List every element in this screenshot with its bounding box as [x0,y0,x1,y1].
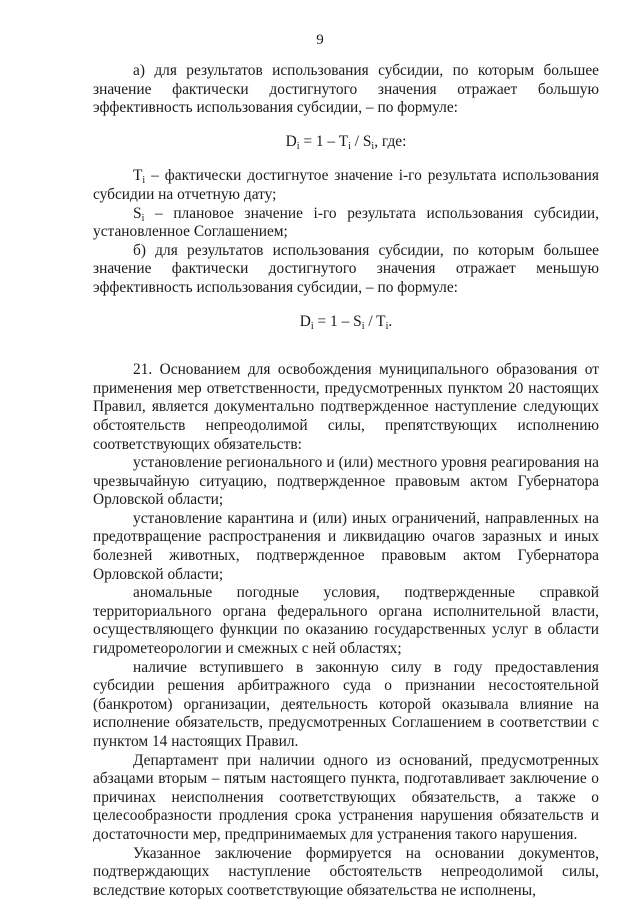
list-item-2: установление карантина и (или) иных ограничений, направленных на предотвращение распространения и ликвидацию очагов заразных и иных болезней животных, подтвержденное правовым актом Губернатора Орловской области; [93,509,599,583]
paragraph-a: а) для результатов использования субсидии, по которым большее значение фактически достигнутого значения отражает большую эффективность использования субсидии, – по формуле: [93,62,599,117]
list-item-3: аномальные погодные условия, подтвержденные справкой территориального органа федерального органа исполнительной власти, осуществляющего функции по оказанию государственных услуг в области гидрометеорологии и смежных с ней областях; [93,584,599,658]
paragraph-department: Департамент при наличии одного из оснований, предусмотренных абзацами вторым – пятым настоящего пункта, подготавливает заключение о причинах неисполнения соответствующих обязательств, а также о целесообразности продления срока устранения нарушения обязательств и достаточности мер, предпринимаемых для устранения такого нарушения. [93,751,599,843]
document-body [93,62,599,900]
list-item-4: наличие вступившего в законную силу в году предоставления субсидии решения арбитражного суда о признании несостоятельной (банкротом) организации, деятельность которой оказывала влияние на исполнение обязательств, предусмотренных Соглашением в соответствии с пунктом 14 настоящих Правил. [93,658,599,750]
list-item-1: установление регионального и (или) местного уровня реагирования на чрезвычайную ситуацию, подтвержденное правовым актом Губернатора Орловской области; [93,454,599,509]
definition-t: $T_i$ – фактически достигнутое значение i-го результата использования субсидии на отчетную дату; [93,167,599,203]
definition-s: $S_i$ – плановое значение i-го результата использования субсидии, установленное Соглашением; [93,204,599,241]
paragraph-21: 21. Основанием для освобождения муниципального образования от применения мер ответственности, предусмотренных пунктом 20 настоящих Правил, является документально подтвержденное наступление следующих обстоятельств непреодолимой силы, препятствующих исполнению соответствующих обязательств: [93,361,599,453]
formula-2: $D_i = 1 - S_i / T_i$. [299,312,393,332]
spacer [93,347,599,361]
page-number: 9 [316,32,324,48]
formula-1: $D_i = 1 - T_i / S_i$, где: [285,132,407,152]
paragraph-b: б) для результатов использования субсидии, по которым большее значение фактически достигнутого значения отражает меньшую эффективность использования субсидии, – по формуле: [93,241,599,296]
paragraph-conclusion: Указанное заключение формируется на основании документов, подтверждающих наступление обстоятельств непреодолимой силы, вследствие которых соответствующие обязательства не исполнены, [93,844,599,899]
